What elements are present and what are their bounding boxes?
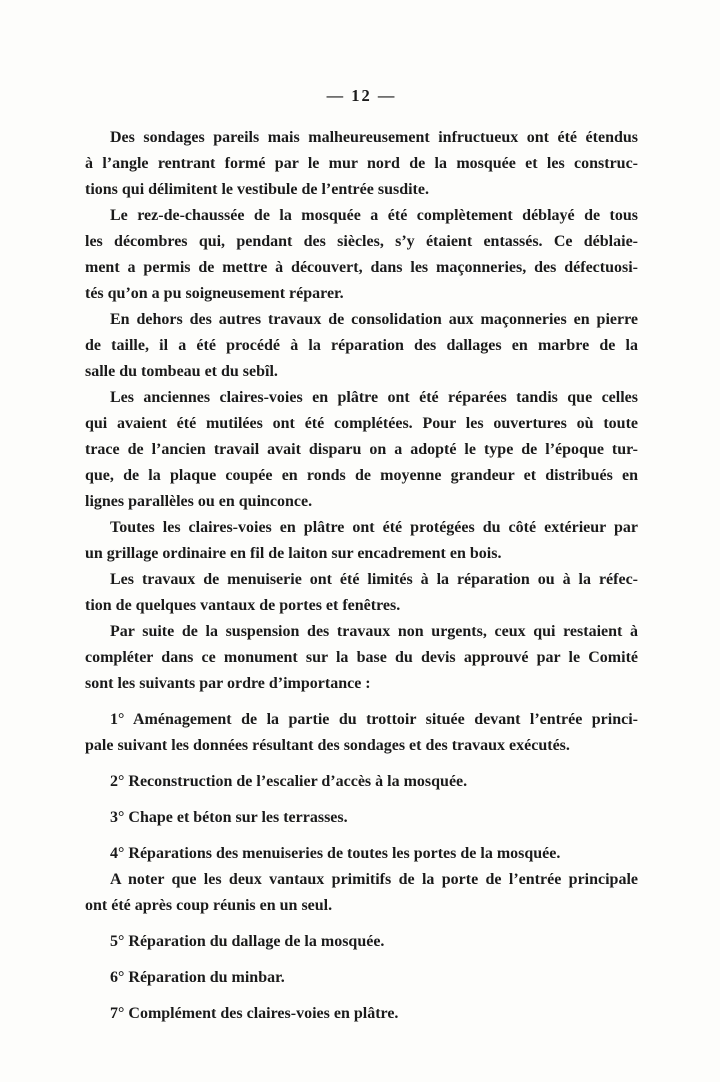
- paragraph: [85, 567, 638, 619]
- note-after-item-4: [85, 867, 638, 919]
- list-item-5: [85, 929, 638, 955]
- text-line: 7° Complément des claires-voies en plâtre.: [110, 1005, 399, 1022]
- text-line: compléter dans ce monument sur la base du devis approuvé par le Comité: [85, 649, 638, 666]
- text-line: de taille, il a été procédé à la réparation des dallages en marbre de la: [85, 337, 638, 354]
- paragraph: [85, 125, 638, 203]
- text-line: les décombres qui, pendant des siècles, s’y étaient entassés. Ce déblaie-: [85, 233, 638, 250]
- text-line: à l’angle rentrant formé par le mur nord de la mosquée et les construc-: [85, 155, 638, 172]
- text-line: tion de quelques vantaux de portes et fenêtres.: [85, 597, 401, 614]
- paragraph: [85, 515, 638, 567]
- text-line: sont les suivants par ordre d’importance :: [85, 675, 371, 692]
- text-line: A noter que les deux vantaux primitifs de la porte de l’entrée principale: [110, 871, 638, 888]
- text-line: lignes parallèles ou en quinconce.: [85, 493, 313, 510]
- text-line: tions qui délimitent le vestibule de l’entrée susdite.: [85, 181, 429, 198]
- list-item-6: [85, 965, 638, 991]
- text-line: Le rez-de-chaussée de la mosquée a été complètement déblayé de tous: [110, 207, 638, 224]
- list-item-7: [85, 1001, 638, 1027]
- paragraph: [85, 307, 638, 385]
- text-line: ont été après coup réunis en un seul.: [85, 897, 333, 914]
- text-line: 2° Reconstruction de l’escalier d’accès à la mosquée.: [110, 773, 468, 790]
- list-item-1: [85, 707, 638, 759]
- paragraph: [85, 203, 638, 307]
- text-line: Des sondages pareils mais malheureusement infructueux ont été étendus: [110, 129, 638, 146]
- text-line: 3° Chape et béton sur les terrasses.: [110, 809, 348, 826]
- text-line: salle du tombeau et du sebîl.: [85, 363, 278, 380]
- text-line: 4° Réparations des menuiseries de toutes les portes de la mosquée.: [110, 845, 561, 862]
- text-line: 6° Réparation du minbar.: [110, 969, 285, 986]
- paragraph: [85, 385, 638, 515]
- text-line: Les travaux de menuiserie ont été limités à la réparation ou à la réfec-: [110, 571, 638, 588]
- text-line: En dehors des autres travaux de consolidation aux maçonneries en pierre: [110, 311, 638, 328]
- text-line: Les anciennes claires-voies en plâtre ont été réparées tandis que celles: [110, 389, 638, 406]
- text-line: 5° Réparation du dallage de la mosquée.: [110, 933, 385, 950]
- list-item-2: [85, 769, 638, 795]
- text-line: tés qu’on a pu soigneusement réparer.: [85, 285, 344, 302]
- text-line: 1° Aménagement de la partie du trottoir située devant l’entrée princi-: [110, 711, 638, 728]
- text-line: trace de l’ancien travail avait disparu on a adopté le type de l’époque tur-: [85, 441, 638, 458]
- text-line: Par suite de la suspension des travaux non urgents, ceux qui restaient à: [110, 623, 638, 640]
- text-line: que, de la plaque coupée en ronds de moyenne grandeur et distribués en: [85, 467, 638, 484]
- text-line: un grillage ordinaire en fil de laiton sur encadrement en bois.: [85, 545, 502, 562]
- text-line: qui avaient été mutilées ont été complétées. Pour les ouvertures où toute: [85, 415, 638, 432]
- text-line: pale suivant les données résultant des sondages et des travaux exécutés.: [85, 737, 570, 754]
- list-item-4: [85, 841, 638, 867]
- text-line: Toutes les claires-voies en plâtre ont été protégées du côté extérieur par: [110, 519, 638, 536]
- page-number-header: — 12 —: [326, 86, 397, 105]
- paragraph: [85, 619, 638, 697]
- list-item-3: [85, 805, 638, 831]
- text-line: ment a permis de mettre à découvert, dans les maçonneries, des défectuosi-: [85, 259, 638, 276]
